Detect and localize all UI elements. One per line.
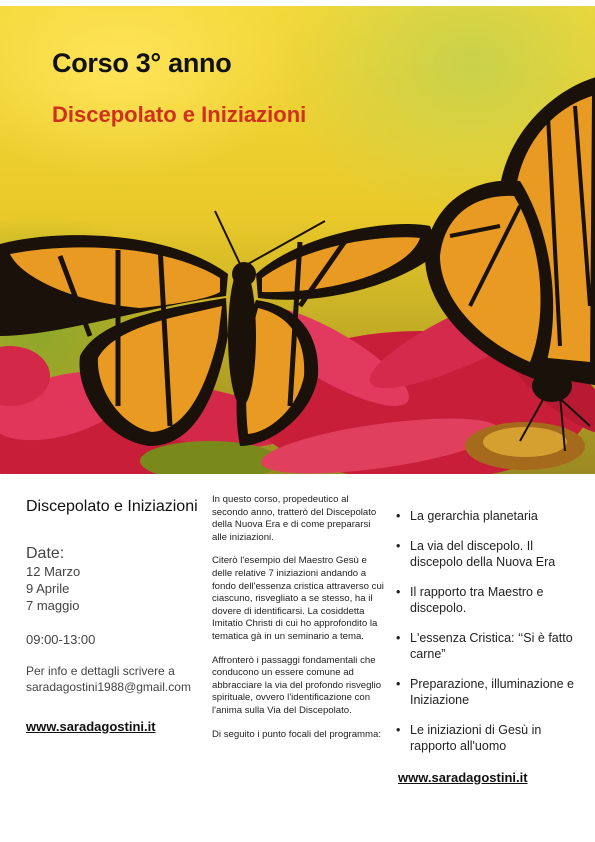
program-item — [396, 676, 586, 708]
bullet-icon: • — [396, 585, 401, 599]
program-item-text: Il rapporto tra Maestro e discepolo. — [410, 585, 544, 615]
program-column — [396, 508, 586, 787]
description-paragraph: Citerò l'esempio del Maestro Gesù e delle relative 7 iniziazioni andando a fondo dell'essenza cristica attraverso cui ciascuno, risvegliato a se stesso, ha il dovere di identificarsi. La cosiddetta Imitatio Christi di cui ho approfondito la tematica gà in un seminario a tema. — [212, 555, 384, 642]
program-item-text: La via del discepolo. Il discepolo della Nuova Era — [410, 539, 556, 569]
course-subtitle: Discepolato e Iniziazioni — [52, 102, 307, 127]
info-column — [26, 494, 206, 736]
date-item: 7 maggio — [26, 598, 80, 613]
course-title: Corso 3° anno — [52, 48, 232, 78]
program-item — [396, 630, 586, 662]
date-item: 9 Aprile — [26, 581, 70, 596]
description-paragraph: Di seguito i punto focali del programma: — [212, 728, 382, 740]
program-item-text: La gerarchia planetaria — [410, 509, 538, 523]
course-time: 09:00-13:00 — [26, 632, 96, 647]
bullet-icon: • — [396, 539, 401, 553]
date-item: 12 Marzo — [26, 564, 81, 579]
description-paragraph: Affronterò i passaggi fondamentali che conducono un essere comune ad abbracciare la via del profondo risveglio spirituale, ovvero l'identificazione con l'anima sulla Via del Discepolato. — [212, 654, 382, 716]
bullet-icon: • — [396, 723, 401, 737]
description-paragraph: In questo corso, propedeutico al secondo anno, tratterò del Discepolato della Nuova Era e di come prepararsi alle iniziazioni. — [212, 494, 377, 543]
website-link[interactable]: www.saradagostini.it — [26, 719, 156, 734]
info-heading: Discepolato e Iniziazioni — [26, 498, 198, 515]
program-item — [396, 722, 586, 754]
program-item — [396, 508, 586, 524]
bullet-icon: • — [396, 677, 401, 691]
program-item-text: L'essenza Cristica: ‘‘Si è fatto carne” — [410, 631, 573, 661]
dates-list — [26, 563, 206, 614]
hero-banner — [0, 6, 595, 474]
bullet-icon: • — [396, 631, 401, 645]
bullet-icon: • — [396, 509, 401, 523]
program-list — [396, 508, 586, 754]
dates-label: Date: — [26, 545, 65, 562]
description-column — [212, 494, 384, 752]
program-item — [396, 538, 586, 570]
program-item-text: Preparazione, illuminazione e Iniziazione — [410, 677, 574, 707]
website-link-bottom[interactable]: www.saradagostini.it — [398, 770, 528, 785]
program-item-text: Le iniziazioni di Gesù in rapporto all'uomo — [410, 723, 542, 753]
program-item — [396, 584, 586, 616]
contact-info: Per info e dettagli scrivere a saradagostini1988@gmail.com — [26, 664, 191, 694]
